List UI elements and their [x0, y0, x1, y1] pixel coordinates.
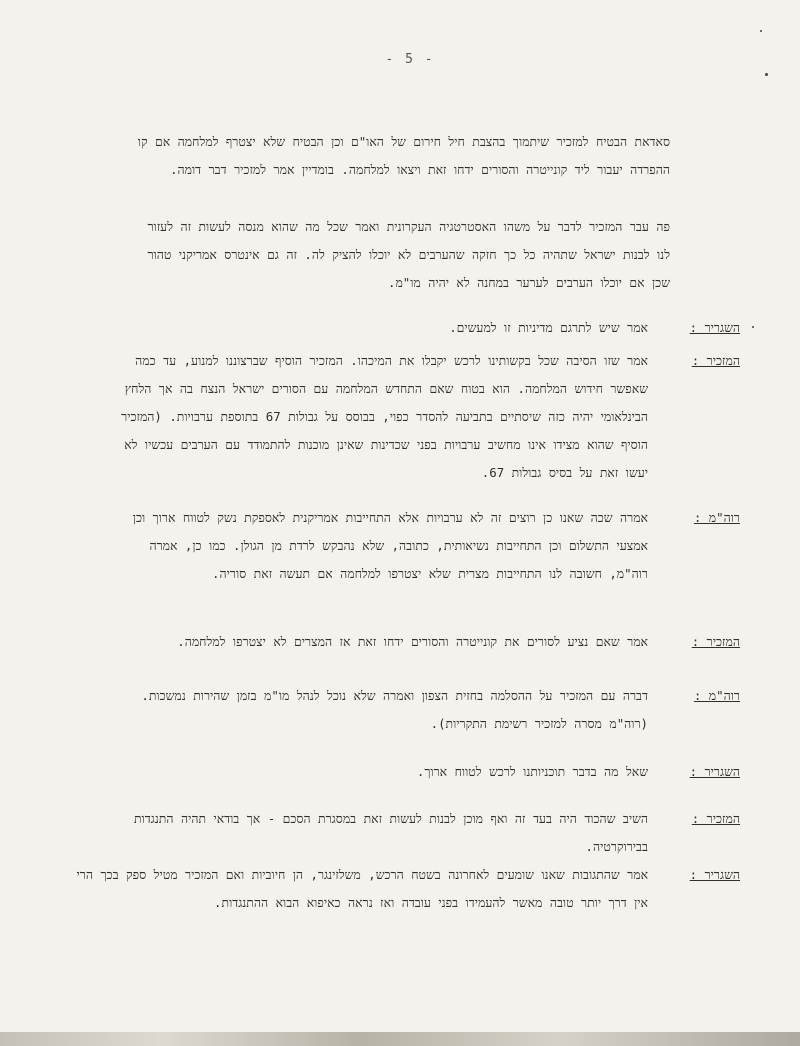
speech-text: אמר שיש לתרגם מדיניות זו למעשים.: [449, 320, 648, 335]
speech-text: אמר שאם נציע לסורים את קונייטרה והסורים ידחו זאת אז המצרים לא יצטרפו למלחמה.: [177, 634, 648, 649]
speck-mark: [760, 30, 762, 32]
speaker-label: רוה"מ :: [693, 510, 740, 525]
scan-edge: [0, 1032, 800, 1046]
speech-text: אמר שזו הסיבה שכל בקשותינו לרכש יקבלו את המיכהו. המזכיר הוסיף שברצוננו למנוע, עד כמה שאפשר חידוש המלחמה. הוא בטוח שאם התחדש המלחמה עם הסורים ישראל הנצח בה אך הלחץ הבינלאומי יהיה כזה שיסתיים בתביעה להסדר כפוי, בבוסס על גבולות 67 בתוספת ערבויות. (המזכיר הוסיף שהוא מצידו אינו מחשיב ערבויות בפני שכדינות שאינן מוכנות להתמודד עם הערבים עכשיו לא יעשו זאת על בסיס גבולות 67.: [121, 353, 648, 480]
speaker-label: השגריר :: [689, 764, 740, 779]
speaker-label: המזכיר :: [691, 811, 740, 826]
speaker-label: רוה"מ :: [693, 688, 740, 703]
speaker-label: השגריר :: [689, 320, 740, 335]
page-number: - 5 -: [385, 52, 435, 67]
speaker-label: השגריר :: [689, 867, 740, 882]
speech-text: שאל מה בדבר תוכניותנו לרכש לטווח ארוך.: [416, 764, 648, 779]
speech-text: אמר שהתגובות שאנו שומעים לאחרונה בשטח הרכש, משלזינגר, הן חיוביות ואם המזכיר מטיל ספק בכך הרי אין דרך יותר טובה מאשר להעמידו בפני עובדה ואז נראה כאיפוא הבוא ההתנגדות.: [76, 867, 648, 910]
speck-mark: [752, 326, 754, 328]
paragraph-2: פה עבר המזכיר לדבר על משהו האסטרטגיה העקרונית ואמר שכל מה שהוא מנסה לעשות זה לעזור לנו לבנות ישראל שתהיה כל כך חזקה שהערבים לא יוכלו להציק לה. זה גם אינטרס אמריקני טהור שכן אם יוכלו הערבים לערער במחנה לא יהיה מו"מ.: [147, 219, 670, 290]
speaker-label: המזכיר :: [691, 353, 740, 368]
speech-text: דברה עם המזכיר על ההסלמה בחזית הצפון ואמרה שלא נוכל לנהל מו"מ בזמן שהירות נמשכות. (רוה"מ מסרה למזכיר רשימת התקריות).: [141, 688, 648, 731]
speaker-label: המזכיר :: [691, 634, 740, 649]
speck-mark: [765, 73, 768, 76]
speech-text: השיב שהכוד היה בעד זה ואף מוכן לבנות לעשות זאת במסגרת הסכם - אך בודאי תהיה התנגדות בבירוקרטיה.: [134, 811, 648, 854]
speech-text: אמרה שכה שאנו כן רוצים זה לא ערבויות אלא התחייבות אמריקנית לאספקת נשק לטווח ארוך וכן אמצעי התשלום וכן התחייבות נשיאותית, כתובה, שלא נהבקש לרדת מן הגולן. כמו כן, אמרה רוה"מ, חשובה לנו התחייבות מצרית שלא יצטרפו למלחמה אם תעשה זאת סוריה.: [132, 510, 648, 581]
paragraph-1: סאדאת הבטיח למזכיר שיתמוך בהצבת חיל חירום של האו"ם וכן הבטיח שלא יצטרף למלחמה אם קו ההפרדה יעבור ליד קונייטרה והסורים ידחו זאת ויצאו למלחמה. בומדיין אמר למזכיר דבר דומה.: [137, 134, 670, 177]
